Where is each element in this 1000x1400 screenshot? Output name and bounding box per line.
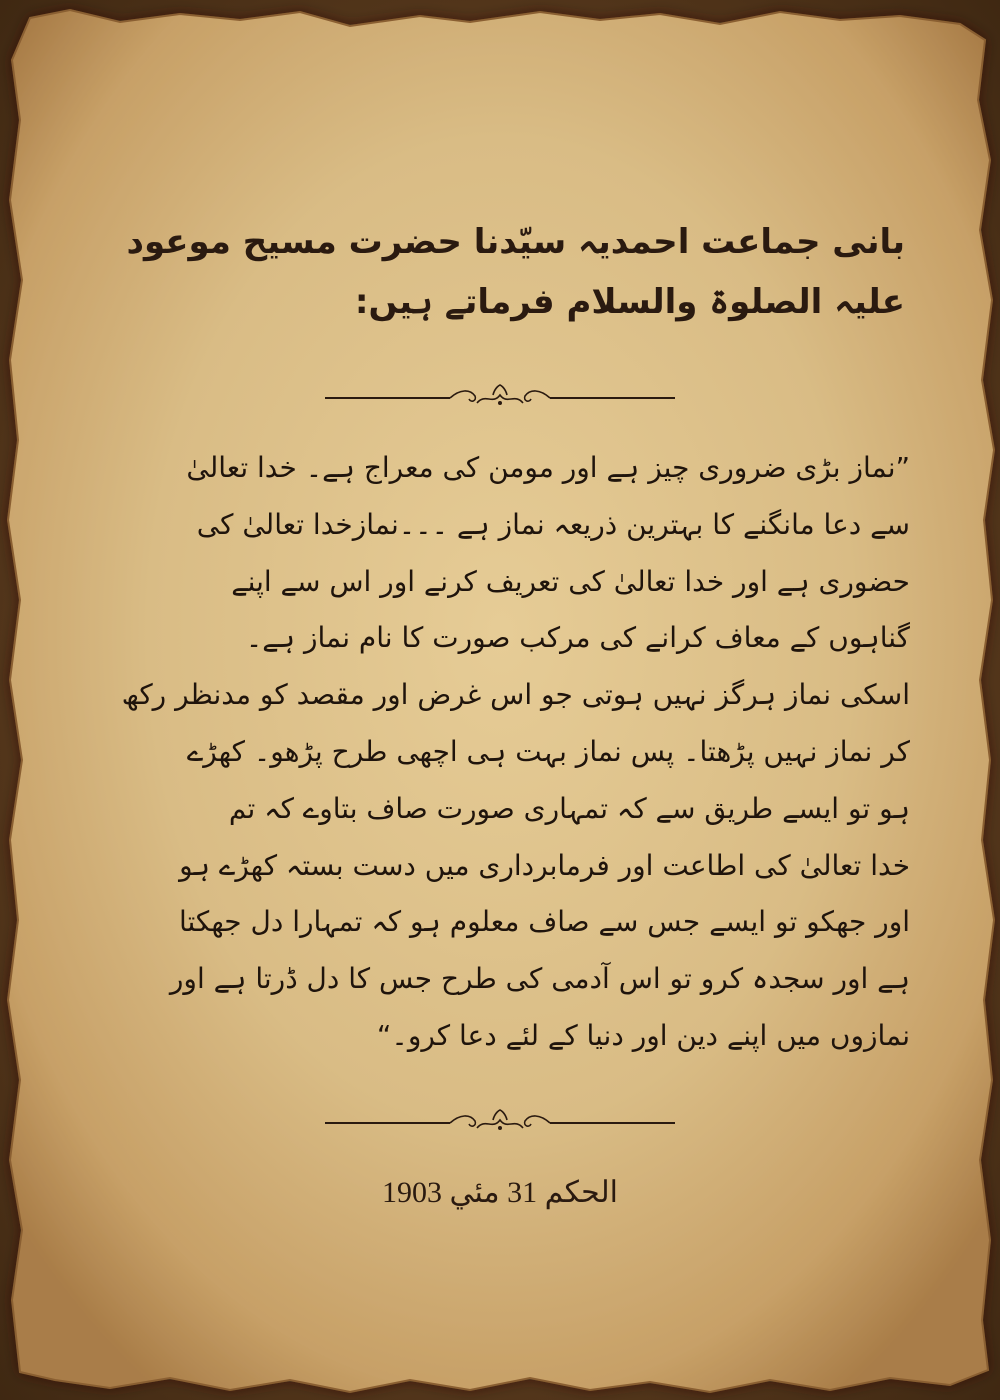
quote-line: ہو تو ایسے طریق سے کہ تمہاری صورت صاف بتاوے کہ تم [228, 791, 910, 825]
quote-line: خدا تعالیٰ کی اطاعت اور فرمابرداری میں دست بستہ کھڑے ہو [179, 848, 910, 882]
quote-line: نمازوں میں اپنے دین اور دنیا کے لئے دعا کرو۔“ [376, 1018, 910, 1052]
quote-line: کر نماز نہیں پڑھتا۔ پس نماز بہت ہی اچھی طرح پڑھو۔ کھڑے [186, 734, 910, 768]
heading-line-2: علیہ الصلوۃ والسلام فرماتے ہیں: [354, 282, 905, 322]
heading-line-1: بانی جماعت احمدیہ سیّدنا حضرت مسیح موعود [126, 222, 905, 262]
quote-line: گناہوں کے معاف کرانے کی مرکب صورت کا نام نماز ہے۔ [245, 621, 910, 655]
quote-line: ہے اور سجدہ کرو تو اس آدمی کی طرح جس کا دل ڈرتا ہے اور [169, 962, 910, 996]
quote-line: حضوری ہے اور خدا تعالیٰ کی تعریف کرنے اور اس سے اپنے [231, 564, 910, 598]
source-reference: الحکم 31 مئي 1903 [381, 1176, 618, 1209]
quote-line: اسکی نماز ہرگز نہیں ہوتی جو اس غرض اور مقصد کو مدنظر رکھ [121, 678, 910, 712]
quote-line: سے دعا مانگنے کا بہترین ذریعہ نماز ہے ۔۔۔نمازخدا تعالیٰ کی [196, 507, 910, 541]
quote-line: ”نماز بڑی ضروری چیز ہے اور مومن کی معراج ہے۔ خدا تعالیٰ [186, 451, 910, 484]
quote-line: اور جھکو تو ایسے جس سے صاف معلوم ہو کہ تمہارا دل جھکتا [178, 905, 910, 939]
floral-divider-icon [325, 1108, 675, 1138]
quote-text [95, 440, 910, 1065]
floral-divider-icon [325, 383, 675, 413]
heading [95, 212, 905, 332]
